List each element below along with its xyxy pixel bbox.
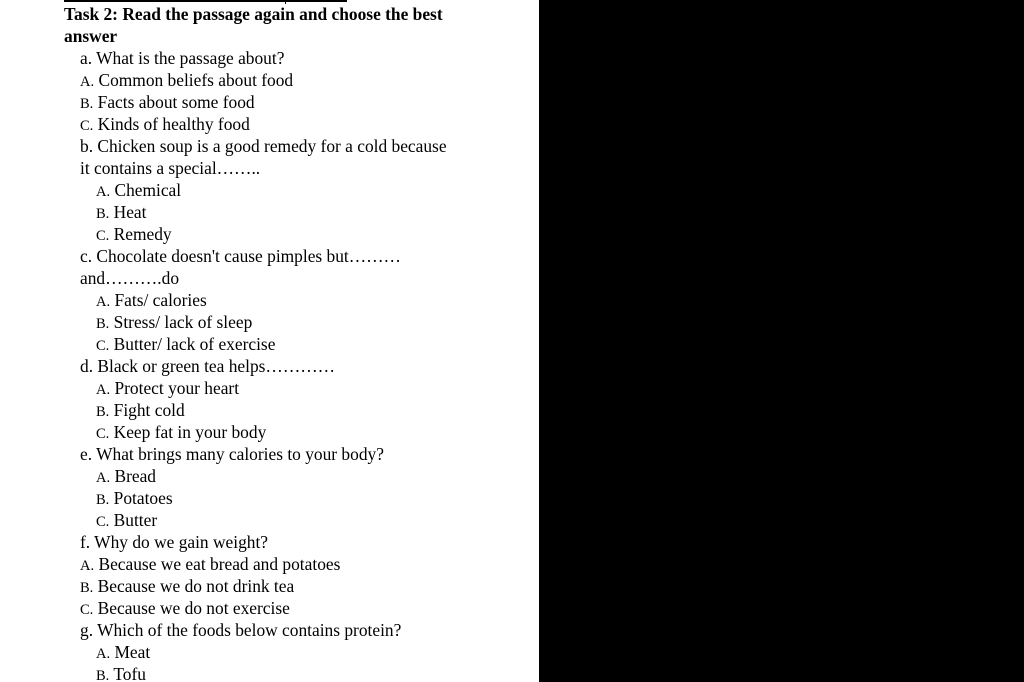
option-text: Kinds of healthy food (97, 114, 250, 134)
option-letter: C. (96, 426, 110, 442)
question-b-option-a (96, 179, 181, 203)
question-d-stem: d. Black or green tea helps………… (80, 356, 335, 376)
option-text: Meat (114, 642, 151, 662)
option-text: Protect your heart (114, 378, 240, 398)
option-letter: C. (96, 338, 110, 354)
question-e-option-b (96, 487, 173, 511)
option-letter: C. (96, 228, 110, 244)
option-letter: B. (80, 96, 94, 112)
question-c-stem-line2: and……….do (80, 268, 180, 288)
option-letter: C. (80, 118, 94, 134)
option-text: Stress/ lack of sleep (113, 312, 253, 332)
option-text: Facts about some food (97, 92, 255, 112)
option-letter: B. (96, 206, 110, 222)
question-f-option-c (80, 597, 290, 621)
option-text: Remedy (113, 224, 172, 244)
option-letter: B. (96, 404, 110, 420)
question-a-stem: a. What is the passage about? (80, 48, 285, 68)
black-background-panel (539, 0, 1024, 682)
question-a-option-c (80, 113, 250, 137)
option-text: Because we do not exercise (97, 598, 290, 618)
question-e-option-c (96, 509, 157, 533)
question-c-stem-line1: c. Chocolate doesn't cause pimples but……… (80, 246, 401, 266)
question-e-stem: e. What brings many calories to your body? (80, 444, 384, 464)
question-d-option-a (96, 377, 239, 401)
option-text: Because we eat bread and potatoes (98, 554, 341, 574)
question-g-option-a (96, 641, 150, 665)
question-b-stem-line1: b. Chicken soup is a good remedy for a cold because (80, 136, 447, 156)
question-f-stem: f. Why do we gain weight? (80, 532, 269, 552)
option-letter: B. (96, 668, 110, 682)
option-text: Butter/ lack of exercise (113, 334, 276, 354)
question-a-option-a (80, 69, 293, 93)
task-heading-line1: Task 2: Read the passage again and choose the best (64, 4, 443, 24)
option-text: Heat (113, 202, 147, 222)
option-letter: A. (96, 470, 111, 486)
option-letter: C. (80, 602, 94, 618)
option-text: Butter (113, 510, 158, 530)
question-b-option-c (96, 223, 172, 247)
question-d-option-c (96, 421, 266, 445)
task-heading-line2: answer (64, 26, 118, 46)
option-text: Fight cold (113, 400, 185, 420)
question-c-option-c (96, 333, 275, 357)
question-e-option-a (96, 465, 156, 489)
question-c-option-b (96, 311, 252, 335)
option-text: Because we do not drink tea (97, 576, 295, 596)
top-rule (64, 0, 347, 2)
option-letter: A. (80, 558, 95, 574)
option-letter: A. (96, 184, 111, 200)
option-text: Keep fat in your body (113, 422, 267, 442)
option-letter: A. (80, 74, 95, 90)
option-letter: A. (96, 382, 111, 398)
question-b-option-b (96, 201, 147, 225)
option-letter: C. (96, 514, 110, 530)
question-a-option-b (80, 91, 255, 115)
question-f-option-b (80, 575, 294, 599)
question-d-option-b (96, 399, 185, 423)
option-letter: B. (80, 580, 94, 596)
option-text: Potatoes (113, 488, 173, 508)
option-letter: A. (96, 646, 111, 662)
question-g-stem: g. Which of the foods below contains protein? (80, 620, 402, 640)
question-b-stem-line2: it contains a special…….. (80, 158, 261, 178)
option-text: Bread (114, 466, 156, 486)
option-letter: B. (96, 316, 110, 332)
question-c-option-a (96, 289, 207, 313)
option-letter: A. (96, 294, 111, 310)
question-g-option-b (96, 663, 146, 682)
option-text: Chemical (114, 180, 182, 200)
option-text: Tofu (113, 664, 146, 682)
option-letter: B. (96, 492, 110, 508)
question-f-option-a (80, 553, 340, 577)
option-text: Common beliefs about food (98, 70, 294, 90)
option-text: Fats/ calories (114, 290, 207, 310)
